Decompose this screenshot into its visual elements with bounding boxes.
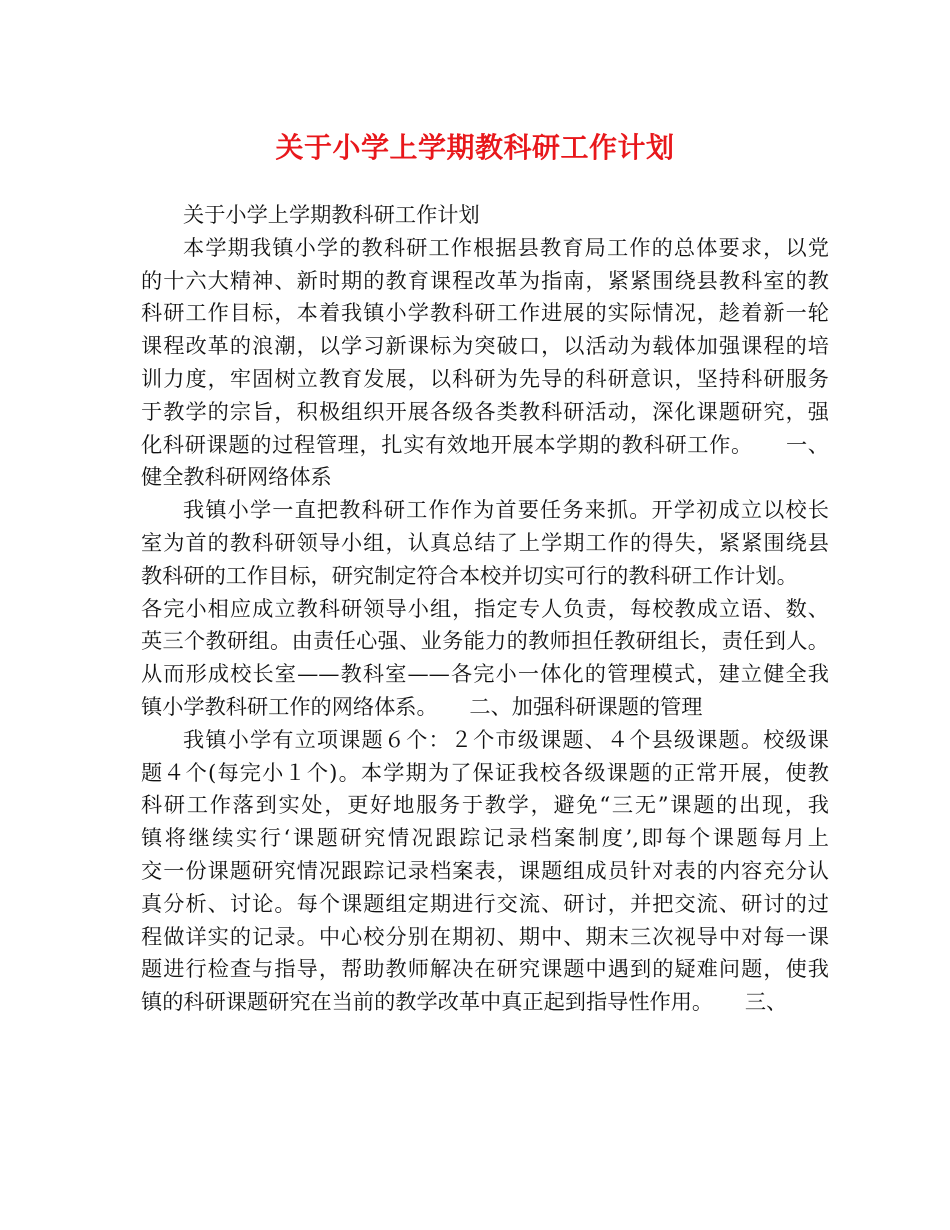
text-line: 英三个教研组。由责任心强、业务能力的教师担任教研组长，责任到人。 xyxy=(141,628,829,654)
text-line: 课程改革的浪潮，以学习新课标为突破口，以活动为载体加强课程的培 xyxy=(141,333,829,359)
document-title: 关于小学上学期教科研工作计划 xyxy=(275,131,675,164)
text-line: 题４个(每完小１个)。本学期为了保证我校各级课题的正常开展，使教 xyxy=(141,759,829,785)
text-line: 题进行检查与指导，帮助教师解决在研究课题中遇到的疑难问题，使我 xyxy=(141,956,829,982)
text-line: 室为首的教科研领导小组，认真总结了上学期工作的得失，紧紧围绕县 xyxy=(141,529,829,555)
text-line: 化科研课题的过程管理，扎实有效地开展本学期的教科研工作。 一、 xyxy=(141,431,829,457)
text-line: 科研工作目标，本着我镇小学教科研工作进展的实际情况，趁着新一轮 xyxy=(141,300,829,326)
text-line: 本学期我镇小学的教科研工作根据县教育局工作的总体要求，以党 xyxy=(183,234,829,260)
text-line: 从而形成校长室——教科室——各完小一体化的管理模式，建立健全我 xyxy=(141,661,829,687)
text-line: 镇小学教科研工作的网络体系。 二、加强科研课题的管理 xyxy=(141,693,703,719)
text-line: 交一份课题研究情况跟踪记录档案表，课题组成员针对表的内容充分认 xyxy=(141,857,829,883)
text-line: 教科研的工作目标，研究制定符合本校并切实可行的教科研工作计划。 xyxy=(141,562,798,588)
text-line: 于教学的宗旨，积极组织开展各级各类教科研活动，深化课题研究，强 xyxy=(141,398,829,424)
text-line: 健全教科研网络体系 xyxy=(141,464,332,490)
text-line: 真分析、讨论。每个课题组定期进行交流、研讨，并把交流、研讨的过 xyxy=(141,890,829,916)
document-body xyxy=(141,199,829,1019)
text-line: 我镇小学一直把教科研工作作为首要任务来抓。开学初成立以校长 xyxy=(183,497,829,523)
text-line: 的十六大精神、新时期的教育课程改革为指南，紧紧围绕县教科室的教 xyxy=(141,267,829,293)
text-line: 我镇小学有立项课题６个：２个市级课题、４个县级课题。校级课 xyxy=(183,726,829,752)
text-line: 科研工作落到实处，更好地服务于教学，避免“三无”课题的出现，我 xyxy=(141,792,829,818)
text-line: 关于小学上学期教科研工作计划 xyxy=(183,202,480,227)
text-line: 程做详实的记录。中心校分别在期初、期中、期末三次视导中对每一课 xyxy=(141,923,829,949)
text-line: 训力度，牢固树立教育发展，以科研为先导的科研意识，坚持科研服务 xyxy=(141,365,829,391)
text-line: 镇的科研课题研究在当前的教学改革中真正起到指导性作用。 三、 xyxy=(141,989,788,1015)
text-line: 各完小相应成立教科研领导小组，指定专人负责，每校教成立语、数、 xyxy=(141,595,829,621)
text-line: 镇将继续实行‘课题研究情况跟踪记录档案制度’,即每个课题每月上 xyxy=(141,825,829,851)
